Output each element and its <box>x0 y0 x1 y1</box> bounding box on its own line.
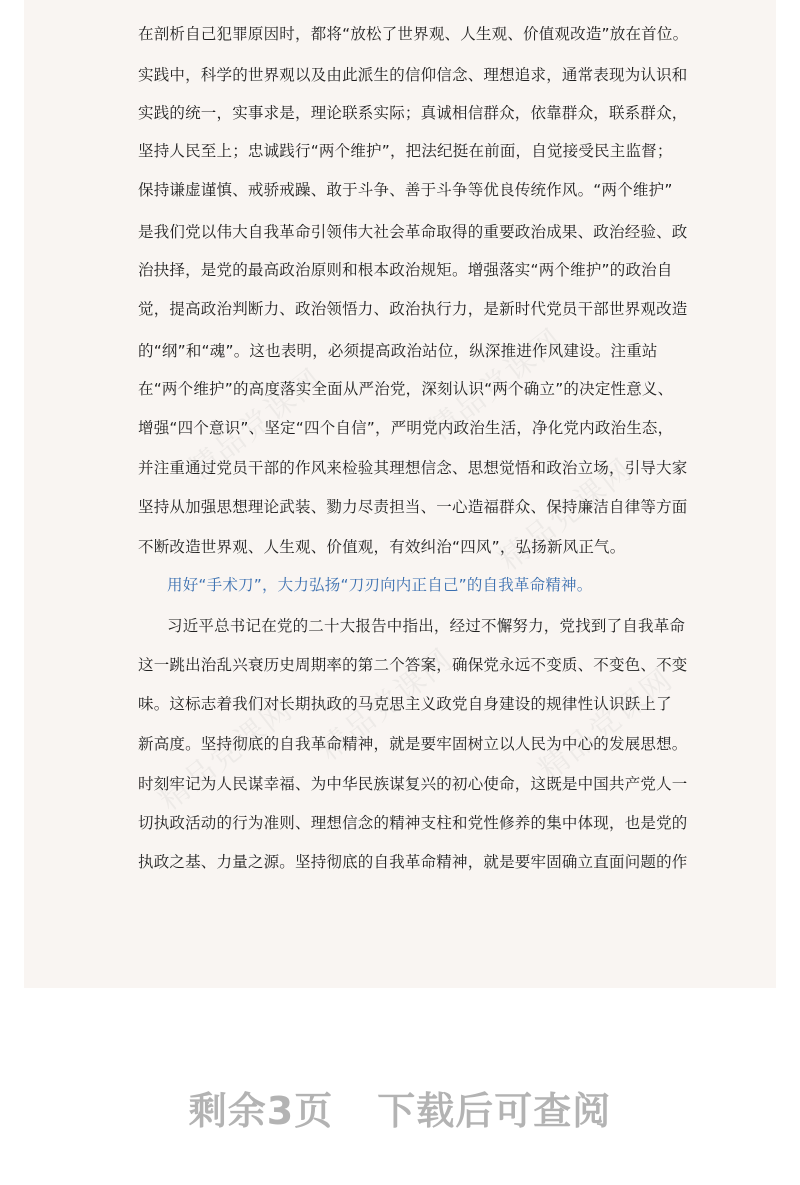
text-line: 治抉择，是党的最高政治原则和根本政治规矩。增强落实“两个维护”的政治自 <box>138 261 673 279</box>
text-line: 实践的统一，实事求是，理论联系实际；真诚相信群众，依靠群众，联系群众， <box>138 104 688 122</box>
text-line: 在“两个维护”的高度落实全面从严治党，深刻认识“两个确立”的决定性意义、 <box>138 380 674 398</box>
text-line: 执政之基、力量之源。坚持彻底的自我革命精神，就是要牢固确立直面问题的作 <box>138 853 688 871</box>
text-line: 时刻牢记为人民谋幸福、为中华民族谋复兴的初心使命，这既是中国共产党人一 <box>138 775 688 793</box>
watermark-text: 精品党课网 <box>152 691 300 818</box>
document-page <box>24 0 776 988</box>
section-heading: 用好“手术刀”，大力弘扬“刀刃向内正自己”的自我革命精神。 <box>167 576 593 594</box>
text-line: 并注重通过党员干部的作风来检验其理想信念、思想觉悟和政治立场，引导大家 <box>138 459 688 477</box>
watermark-text: 精品党课网 <box>492 451 640 578</box>
text-line: 坚持人民至上；忠诚践行“两个维护”，把法纪挺在前面，自觉接受民主监督； <box>138 142 673 160</box>
text-line: 增强“四个意识”、坚定“四个自信”，严明党内政治生活，净化党内政治生态， <box>138 419 674 437</box>
text-line: 习近平总书记在党的二十大报告中指出，经过不懈努力，党找到了自我革命 <box>167 617 686 635</box>
text-line: 切执政活动的行为准则、理想信念的精神支柱和党性修养的集中体现，也是党的 <box>138 814 688 832</box>
watermark-text: 精品党课网 <box>422 321 570 448</box>
text-line: 新高度。坚持彻底的自我革命精神，就是要牢固树立以人民为中心的发展思想。 <box>138 735 688 753</box>
text-line: 实践中，科学的世界观以及由此派生的信仰信念、理想追求，通常表现为认识和 <box>138 66 688 84</box>
download-to-view-label: 下载后可查阅 <box>377 1089 612 1133</box>
text-line: 不断改造世界观、人生观、价值观，有效纠治“四风”，弘扬新风正气。 <box>138 538 626 556</box>
text-line: 觉，提高政治判断力、政治领悟力、政治执行力，是新时代党员干部世界观改造 <box>138 300 688 318</box>
remaining-pages-label: 剩余3页 <box>188 1089 334 1133</box>
text-line: 保持谦虚谨慎、戒骄戒躁、敢于斗争、善于斗争等优良传统作风。“两个维护” <box>138 181 673 199</box>
text-line: 坚持从加强思想理论武装、勠力尽责担当、一心造福群众、保持廉洁自律等方面 <box>138 498 688 516</box>
text-line: 是我们党以伟大自我革命引领伟大社会革命取得的重要政治成果、政治经验、政 <box>138 223 688 241</box>
watermark-text: 精品党课网 <box>182 361 330 488</box>
watermark-text: 精品党课网 <box>532 661 680 788</box>
watermark-text: 精品党课网 <box>312 641 460 768</box>
download-prompt-banner[interactable] <box>0 1080 800 1135</box>
text-line: 在剖析自己犯罪原因时，都将“放松了世界观、人生观、价值观改造”放在首位。 <box>138 25 689 43</box>
text-line: 的“纲”和“魂”。这也表明，必须提高政治站位，纵深推进作风建设。注重站 <box>138 342 658 360</box>
text-line: 味。这标志着我们对长期执政的马克思主义政党自身建设的规律性认识跃上了 <box>138 695 672 713</box>
text-line: 这一跳出治乱兴衰历史周期率的第二个答案，确保党永远不变质、不变色、不变 <box>138 656 688 674</box>
